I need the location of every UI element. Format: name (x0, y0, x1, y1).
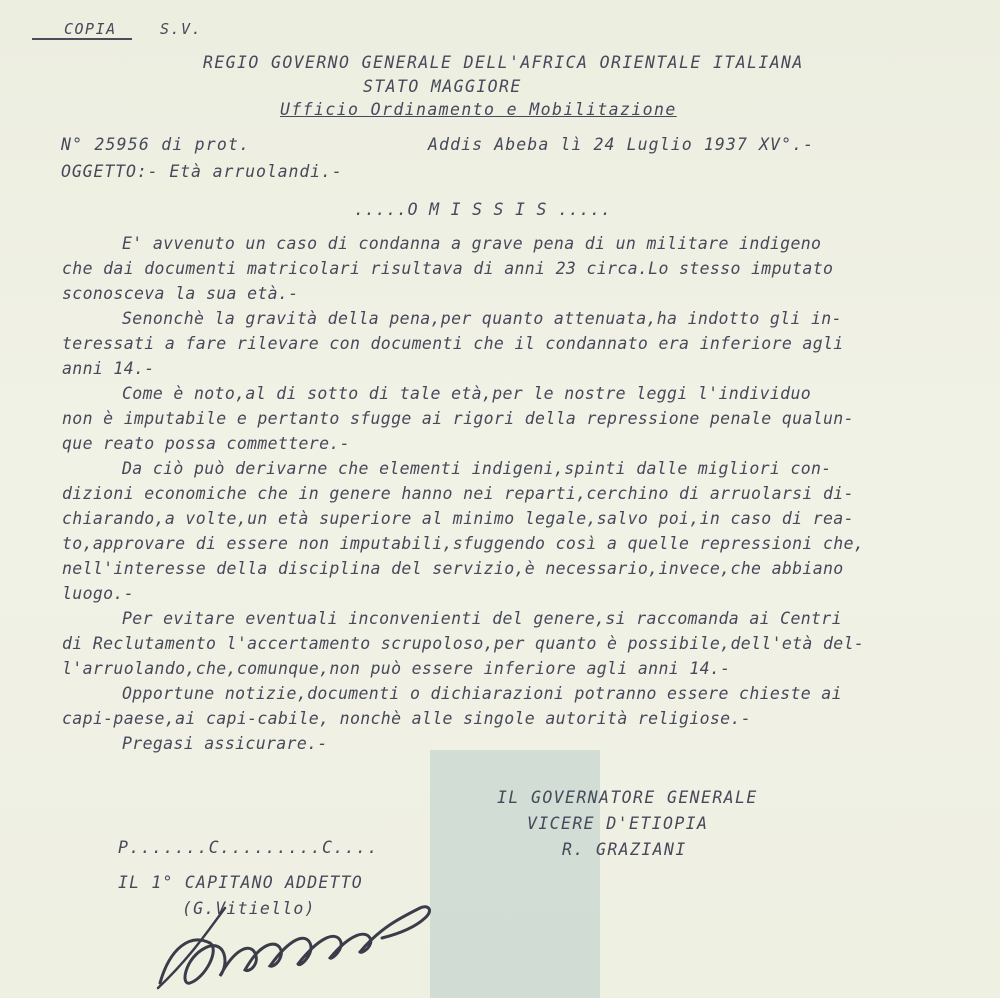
body-line: chiarando,a volte,un età superiore al minimo legale,salvo poi,in caso di rea- (62, 509, 854, 528)
pcc-line: P.......C.........C.... (118, 838, 379, 857)
body-line: Opportune notizie,documenti o dichiarazioni potranno essere chieste ai (122, 684, 842, 703)
handwritten-signature-icon (150, 888, 440, 998)
body-line: Senonchè la gravità della pena,per quanto attenuata,ha indotto gli in- (122, 309, 842, 328)
copy-label: COPIA (64, 20, 117, 38)
captain-name: (G.Vitiello) (182, 899, 316, 918)
body-line: sconosceva la sua età.- (62, 284, 299, 303)
body-line: che dai documenti matricolari risultava di anni 23 circa.Lo stesso imputato (62, 259, 834, 278)
body-line: E' avvenuto un caso di condanna a grave pena di un militare indigeno (122, 234, 822, 253)
body-line: dizioni economiche che in genere hanno nei reparti,cerchino di arruolarsi di- (62, 484, 854, 503)
governor-title: IL GOVERNATORE GENERALE (497, 788, 758, 807)
body-line: to,approvare di essere non imputabili,sfuggendo così a quelle repressioni che, (62, 534, 865, 553)
place-date: Addis Abeba lì 24 Luglio 1937 XV°.- (428, 135, 815, 154)
body-line: l'arruolando,che,comunque,non può essere inferiore agli anni 14.- (62, 659, 731, 678)
viceroy-title: VICERE D'ETIOPIA (527, 814, 709, 833)
body-line: Pregasi assicurare.- (122, 734, 328, 753)
body-line: nell'interesse della disciplina del servizio,è necessario,invece,che abbiano (62, 559, 844, 578)
body-line: Come è noto,al di sotto di tale età,per le nostre leggi l'individuo (122, 384, 812, 403)
copy-suffix: S.V. (160, 20, 203, 38)
office-line: Ufficio Ordinamento e Mobilitazione (280, 100, 677, 119)
copy-rule (32, 38, 132, 40)
body-line: teressati a fare rilevare con documenti che il condannato era inferiore agli (62, 334, 844, 353)
omissis-line: .....O M I S S I S ..... (354, 200, 612, 219)
body-line: capi-paese,ai capi-cabile, nonchè alle singole autorità religiose.- (62, 709, 752, 728)
subject-line: OGGETTO:- Età arruolandi.- (61, 162, 343, 181)
body-line: anni 14.- (62, 359, 155, 378)
government-line: REGIO GOVERNO GENERALE DELL'AFRICA ORIENTALE ITALIANA (203, 53, 804, 72)
staff-line: STATO MAGGIORE (363, 77, 522, 96)
captain-title: IL 1° CAPITANO ADDETTO (118, 873, 363, 892)
body-text (62, 231, 962, 756)
body-line: Per evitare eventuali inconvenienti del genere,si raccomanda ai Centri (122, 609, 842, 628)
body-line: Da ciò può derivarne che elementi indigeni,spinti dalle migliori con- (122, 459, 832, 478)
governor-name: R. GRAZIANI (562, 840, 687, 859)
body-line: di Reclutamento l'accertamento scrupoloso,per quanto è possibile,dell'età del- (62, 634, 865, 653)
protocol-number: N° 25956 di prot. (61, 135, 251, 154)
body-line: luogo.- (62, 584, 134, 603)
body-line: que reato possa commettere.- (62, 434, 350, 453)
body-line: non è imputabile e pertanto sfugge ai rigori della repressione penale qualun- (62, 409, 854, 428)
